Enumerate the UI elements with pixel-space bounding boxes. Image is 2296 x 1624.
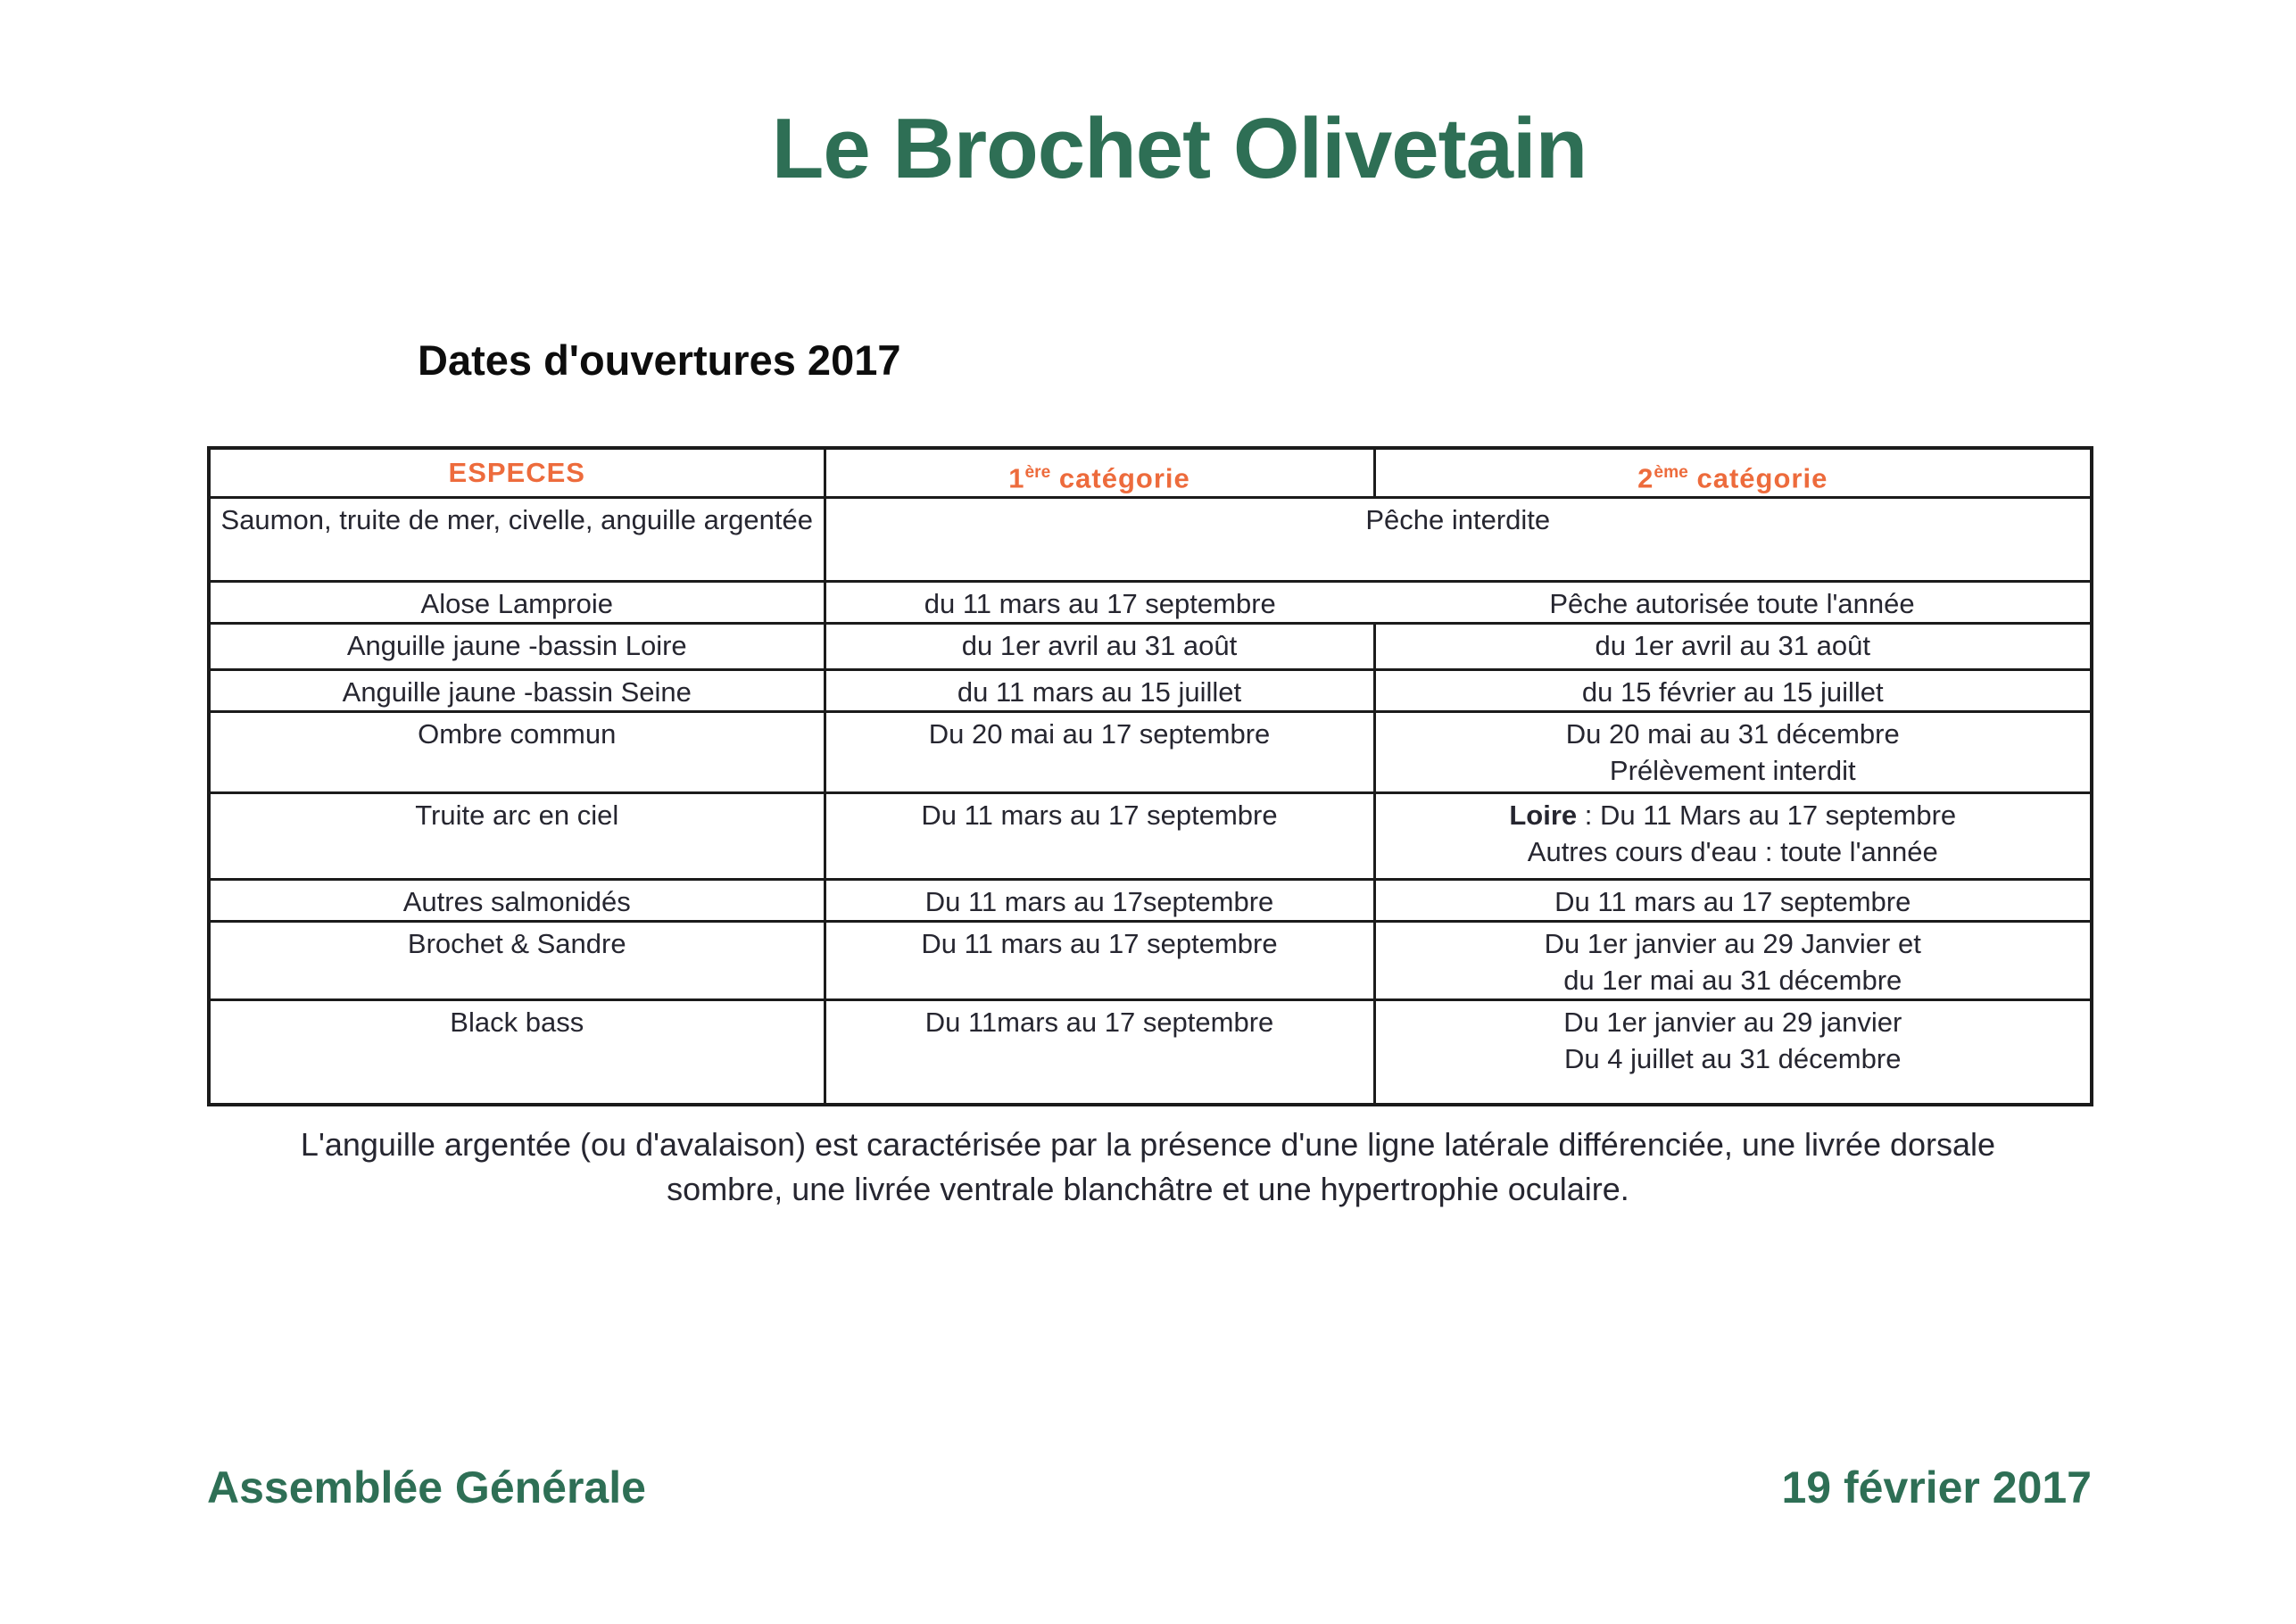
cat2-line-2: du 1er mai au 31 décembre xyxy=(1563,965,1902,997)
cat2-line-1-rest: : Du 11 Mars au 17 septembre xyxy=(1577,800,1957,832)
table-row-black-bass xyxy=(209,1000,2092,1105)
table-row-brochet-sandre xyxy=(209,922,2092,1000)
cat2-line-1: Du 20 mai au 31 décembre xyxy=(1565,718,1900,750)
cat2-line-2: Prélèvement interdit xyxy=(1609,755,1856,787)
merged-dates-cell: Pêche interdite xyxy=(825,498,2092,582)
cat2-dates-cell xyxy=(1374,793,2092,880)
cat2-dates-cell: Du 11 mars au 17 septembre xyxy=(1374,880,2092,922)
col-header-especes-label: ESPECES xyxy=(448,457,585,488)
cat1-dates-cell: Du 11 mars au 17 septembre xyxy=(825,922,1374,1000)
cat2-dates-cell xyxy=(1374,922,2092,1000)
cat1-dates-cell: Du 11 mars au 17 septembre xyxy=(825,793,1374,880)
col-header-categorie-2 xyxy=(1374,448,2092,498)
table-row-saumon xyxy=(209,498,2092,582)
table-row-anguille-seine xyxy=(209,670,2092,712)
species-cell: Anguille jaune -bassin Loire xyxy=(209,624,825,670)
species-cell: Black bass xyxy=(209,1000,825,1105)
footer-date: 19 février 2017 xyxy=(1781,1462,2092,1512)
cat1-dates-cell: Du 11 mars au 17septembre xyxy=(825,880,1374,922)
species-cell: Brochet & Sandre xyxy=(209,922,825,1000)
col-header-categorie-1 xyxy=(825,448,1374,498)
table-row-salmonides xyxy=(209,880,2092,922)
cat2-dates-cell: Pêche autorisée toute l'année xyxy=(1374,582,2092,624)
table-row-ombre xyxy=(209,712,2092,793)
cat1-dates-cell: Du 11mars au 17 septembre xyxy=(825,1000,1374,1105)
cat2-line-1 xyxy=(1383,797,2084,833)
opening-dates-table xyxy=(207,446,2093,1106)
cat2-dates-cell: du 15 février au 15 juillet xyxy=(1374,670,2092,712)
cat2-dates-cell xyxy=(1374,712,2092,793)
cat2-label: catégorie xyxy=(1687,462,1828,494)
footnote xyxy=(0,1123,2296,1212)
cat2-line-1: Du 1er janvier au 29 janvier xyxy=(1563,1007,1902,1039)
cat2-superscript: ème xyxy=(1654,463,1688,482)
species-cell: Alose Lamproie xyxy=(209,582,825,624)
species-cell: Ombre commun xyxy=(209,712,825,793)
cat2-dates-cell xyxy=(1374,1000,2092,1105)
cat1-dates-cell: du 11 mars au 15 juillet xyxy=(825,670,1374,712)
cat2-dates-cell: du 1er avril au 31 août xyxy=(1374,624,2092,670)
cat2-line-2: Du 4 juillet au 31 décembre xyxy=(1564,1043,1902,1075)
species-cell: Autres salmonidés xyxy=(209,880,825,922)
table-row-truite xyxy=(209,793,2092,880)
footnote-line-2: sombre, une livrée ventrale blanchâtre et une hypertrophie oculaire. xyxy=(667,1171,1629,1207)
cat1-dates-cell: du 1er avril au 31 août xyxy=(825,624,1374,670)
cat1-label: catégorie xyxy=(1050,462,1190,494)
table-row-alose xyxy=(209,582,2092,624)
species-cell: Anguille jaune -bassin Seine xyxy=(209,670,825,712)
cat1-superscript: ère xyxy=(1024,463,1051,482)
table-header-row xyxy=(209,448,2092,498)
page-title: Le Brochet Olivetain xyxy=(771,101,1587,196)
cat2-line-2: Autres cours d'eau : toute l'année xyxy=(1527,836,1938,868)
col-header-especes xyxy=(209,448,825,498)
cat1-dates-cell: du 11 mars au 17 septembre xyxy=(825,582,1374,624)
footnote-line-1: L'anguille argentée (ou d'avalaison) est caractérisée par la présence d'une ligne latérale différenciée, une livrée dorsale xyxy=(300,1126,1996,1163)
cat1-number: 1 xyxy=(1008,462,1025,494)
loire-emphasis: Loire xyxy=(1509,800,1578,832)
footer-assemblee: Assemblée Générale xyxy=(207,1462,646,1512)
cat2-line-1: Du 1er janvier au 29 Janvier et xyxy=(1544,928,1921,960)
species-cell: Saumon, truite de mer, civelle, anguille argentée xyxy=(209,498,825,582)
cat2-number: 2 xyxy=(1637,462,1654,494)
section-heading: Dates d'ouvertures 2017 xyxy=(418,336,901,384)
species-cell: Truite arc en ciel xyxy=(209,793,825,880)
cat1-dates-cell: Du 20 mai au 17 septembre xyxy=(825,712,1374,793)
table-row-anguille-loire xyxy=(209,624,2092,670)
